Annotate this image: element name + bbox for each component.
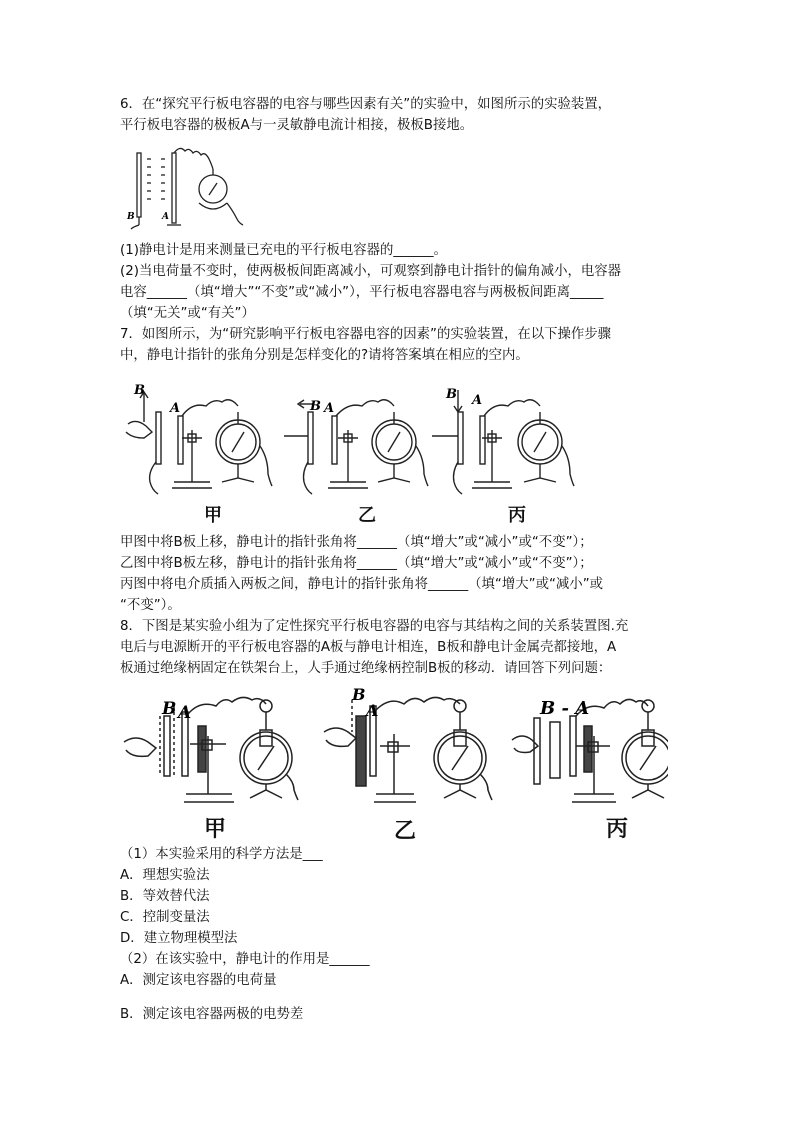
q8-sub1: （1）本实验采用的科学方法是___ [120, 847, 323, 862]
q7-caption-3: 丙 [508, 505, 526, 526]
q8-sub1-option-c: C．控制变量法 [120, 910, 210, 925]
q7-p1-label-a: A [170, 401, 181, 416]
q6-label-b: B [127, 212, 135, 222]
q8-caption-2: 乙 [394, 818, 417, 844]
q6-sub1: (1)静电计是用来测量已充电的平行板电容器的______。 [120, 243, 447, 258]
q8-p3-label-ba: B - A [540, 698, 590, 719]
q6-figure [125, 145, 250, 230]
q7-caption-1: 甲 [204, 505, 222, 526]
q7-line4: “不变”）。 [120, 598, 181, 613]
q8-stem-line3: 板通过绝缘柄固定在铁架台上，人手通过绝缘柄控制B板的移动．请回答下列问题： [120, 661, 612, 676]
q7-p3-label-b: B [446, 387, 457, 402]
q8-caption-3: 丙 [606, 816, 629, 842]
q6-stem-line2: 平行板电容器的极板A与一灵敏静电流计相接，极板B接地。 [120, 118, 474, 133]
q8-sub1-option-d: D．建立物理模型法 [120, 931, 238, 946]
q6-sub2-line2: 电容______（填“增大”“不变”或“减小”），平行板电容器电容与两极板间距离_____ [120, 285, 604, 300]
q8-stem-line2: 电后与电源断开的平行板电容器的A板与静电计相连，B板和静电计金属壳都接地，A [120, 640, 617, 655]
q8-sub2-option-b: B．测定该电容器两极的电势差 [120, 1007, 304, 1022]
q7-figure [122, 382, 582, 502]
q7-line3: 丙图中将电介质插入两板之间，静电计的指针张角将______（填“增大”或“减小”或 [120, 577, 604, 592]
q8-sub1-option-a: A．理想实验法 [120, 868, 210, 883]
q8-p1-label-a: A [178, 703, 192, 723]
q7-stem-line1: 7．如图所示，为“研究影响平行板电容器电容的因素”的实验装置，在以下操作步骤 [120, 327, 612, 342]
q8-sub2: （2）在该实验中，静电计的作用是______ [120, 952, 370, 967]
q8-sub1-option-b: B．等效替代法 [120, 889, 210, 904]
q7-line2: 乙图中将B板左移，静电计的指针张角将______（填“增大”或“减小”或“不变”）； [120, 556, 593, 571]
q7-p3-label-a: A [472, 393, 483, 408]
q8-p2-label-b: B [352, 686, 366, 704]
q6-sub2-line1: (2)当电荷量不变时，使两极板间距离减小，可观察到静电计指针的偏角减小，电容器 [120, 264, 622, 279]
q7-caption-2: 乙 [358, 505, 376, 526]
q6-label-a: A [162, 212, 169, 222]
q6-stem-line1: 6．在“探究平行板电容器的电容与哪些因素有关”的实验中，如图所示的实验装置， [120, 97, 612, 112]
q7-p1-label-b: B [134, 383, 145, 398]
q8-p1-label-b: B [162, 699, 177, 719]
q7-p2-label-a: A [324, 401, 335, 416]
q7-line1: 甲图中将B板上移，静电计的指针张角将______（填“增大”或“减小”或“不变”）； [120, 535, 593, 550]
q8-caption-1: 甲 [204, 816, 227, 842]
q6-sub2-line3: （填“无关”或“有关”） [120, 306, 255, 321]
q8-sub2-option-a: A．测定该电容器的电荷量 [120, 973, 277, 988]
q8-stem-line1: 8．下图是某实验小组为了定性探究平行板电容器的电容与其结构之间的关系装置图.充 [120, 619, 629, 634]
q7-stem-line2: 中，静电计指针的张角分别是怎样变化的?请将答案填在相应的空内。 [120, 348, 529, 363]
q8-figure [120, 686, 668, 811]
q7-p2-label-b: B [310, 399, 321, 414]
q8-p2-label-a: A [366, 701, 379, 720]
